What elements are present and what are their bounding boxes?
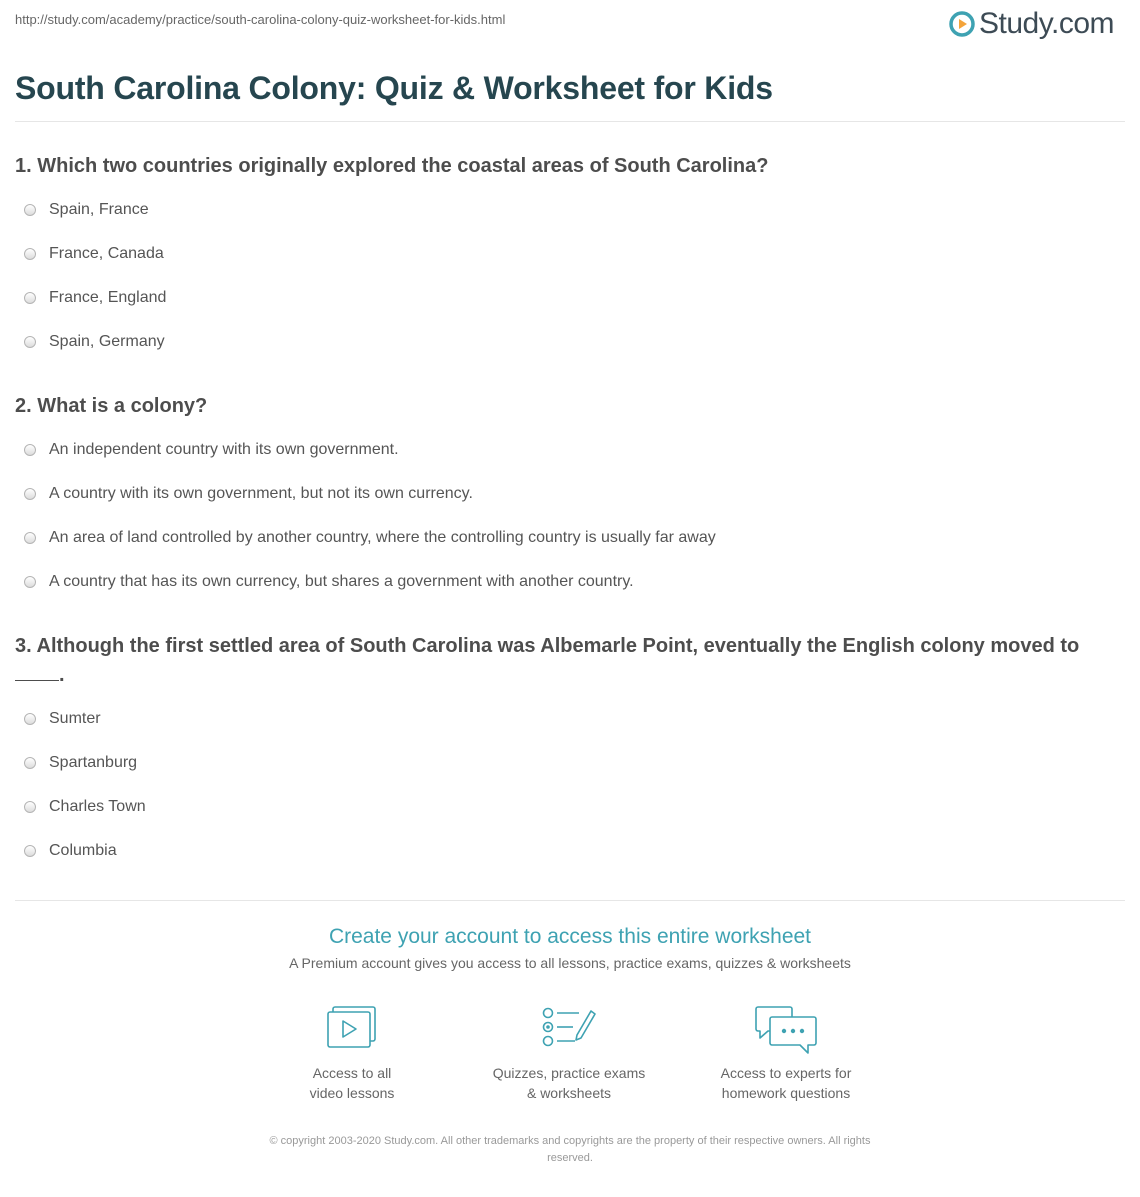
feature-experts bbox=[696, 1005, 876, 1103]
study-logo[interactable] bbox=[949, 8, 1114, 40]
option-label: Spain, France bbox=[49, 201, 149, 218]
logo-text: Study.com bbox=[979, 7, 1114, 40]
radio-button[interactable] bbox=[24, 488, 36, 500]
footer-line: reserved. bbox=[547, 1152, 593, 1164]
footer-line: © copyright 2003-2020 Study.com. All other trademarks and copyrights are the property of their respective owners. All rights bbox=[269, 1135, 871, 1147]
answer-option[interactable] bbox=[15, 697, 1125, 741]
video-lessons-icon bbox=[326, 1005, 378, 1049]
answer-option[interactable] bbox=[15, 741, 1125, 785]
feature-quizzes bbox=[479, 1005, 659, 1103]
option-label: An area of land controlled by another country, where the controlling country is usually far away bbox=[49, 529, 716, 546]
question-3-options bbox=[15, 697, 1125, 873]
section-divider bbox=[15, 900, 1125, 901]
top-bar bbox=[0, 0, 1140, 50]
radio-button[interactable] bbox=[24, 248, 36, 260]
radio-button[interactable] bbox=[24, 292, 36, 304]
answer-option[interactable] bbox=[15, 320, 1125, 364]
radio-button[interactable] bbox=[24, 336, 36, 348]
feature-label-line: video lessons bbox=[309, 1085, 395, 1101]
question-2-text: 2. What is a colony? bbox=[15, 395, 208, 417]
radio-button[interactable] bbox=[24, 801, 36, 813]
option-label: Columbia bbox=[49, 842, 117, 859]
signup-cta bbox=[0, 925, 1140, 971]
option-label: A country that has its own currency, but shares a government with another country. bbox=[49, 573, 634, 590]
option-label: Spain, Germany bbox=[49, 333, 165, 350]
cta-subtitle: A Premium account gives you access to all lessons, practice exams, quizzes & worksheets bbox=[289, 955, 851, 971]
quiz-checklist-icon bbox=[541, 1005, 597, 1049]
question-3-text bbox=[15, 632, 1125, 690]
radio-button[interactable] bbox=[24, 204, 36, 216]
feature-label-line: Access to experts for bbox=[720, 1065, 852, 1081]
copyright-footer bbox=[215, 1133, 925, 1167]
radio-button[interactable] bbox=[24, 444, 36, 456]
feature-label-line: homework questions bbox=[721, 1085, 851, 1101]
feature-label-line: Quizzes, practice exams bbox=[492, 1065, 646, 1081]
question-3-suffix: . bbox=[59, 664, 65, 686]
question-3 bbox=[15, 632, 1125, 873]
answer-option[interactable] bbox=[15, 472, 1125, 516]
answer-option[interactable] bbox=[15, 276, 1125, 320]
expert-chat-icon bbox=[754, 1005, 818, 1057]
feature-label-line: & worksheets bbox=[526, 1085, 612, 1101]
question-1-options bbox=[15, 188, 1125, 364]
option-label: Spartanburg bbox=[49, 754, 138, 771]
page-url: http://study.com/academy/practice/south-carolina-colony-quiz-worksheet-for-kids.html bbox=[15, 12, 506, 27]
radio-button[interactable] bbox=[24, 713, 36, 725]
answer-option[interactable] bbox=[15, 516, 1125, 560]
option-label: A country with its own government, but not its own currency. bbox=[49, 485, 473, 502]
option-label: Sumter bbox=[49, 710, 101, 727]
feature-label-line: Access to all bbox=[312, 1065, 392, 1081]
fill-in-blank bbox=[15, 666, 59, 681]
page-title: South Carolina Colony: Quiz & Worksheet for Kids bbox=[15, 70, 773, 106]
question-2-options bbox=[15, 428, 1125, 604]
answer-option[interactable] bbox=[15, 785, 1125, 829]
answer-option[interactable] bbox=[15, 560, 1125, 604]
cta-title[interactable]: Create your account to access this entire worksheet bbox=[328, 925, 812, 948]
answer-option[interactable] bbox=[15, 428, 1125, 472]
radio-button[interactable] bbox=[24, 532, 36, 544]
answer-option[interactable] bbox=[15, 188, 1125, 232]
feature-label bbox=[479, 1063, 659, 1103]
option-label: Charles Town bbox=[49, 798, 146, 815]
feature-label bbox=[262, 1063, 442, 1103]
feature-label bbox=[696, 1063, 876, 1103]
question-2 bbox=[15, 392, 1125, 604]
question-1-text: 1. Which two countries originally explored the coastal areas of South Carolina? bbox=[15, 155, 769, 177]
radio-button[interactable] bbox=[24, 845, 36, 857]
question-1 bbox=[15, 152, 1125, 364]
play-circle-icon bbox=[949, 11, 975, 37]
answer-option[interactable] bbox=[15, 232, 1125, 276]
question-3-prompt: 3. Although the first settled area of South Carolina was Albemarle Point, eventually the English colony moved to bbox=[15, 635, 1080, 657]
answer-option[interactable] bbox=[15, 829, 1125, 873]
option-label: France, England bbox=[49, 289, 167, 306]
option-label: An independent country with its own government. bbox=[49, 441, 399, 458]
radio-button[interactable] bbox=[24, 576, 36, 588]
option-label: France, Canada bbox=[49, 245, 164, 262]
radio-button[interactable] bbox=[24, 757, 36, 769]
feature-video-lessons bbox=[262, 1005, 442, 1103]
title-divider bbox=[15, 121, 1125, 122]
